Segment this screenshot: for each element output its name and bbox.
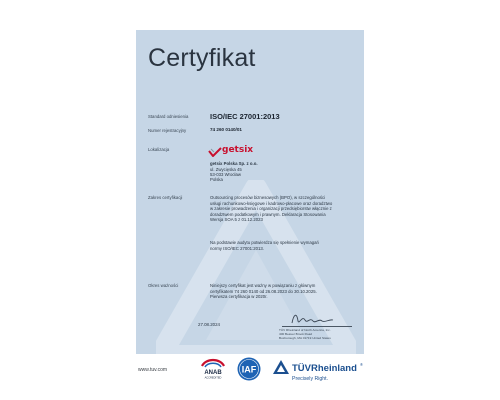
- issue-date: 27.08.2024: [198, 322, 220, 327]
- address-line-3: Polska: [210, 177, 223, 182]
- location-label: Lokalizacja: [148, 147, 170, 152]
- tuv-brand-text: TÜVRheinland: [292, 363, 357, 374]
- issuer-address-line-1: TÜV Rheinland of North America, Inc.: [279, 328, 331, 332]
- validity-line-2: certyfikatem 74 260 0140 od 26.08.2023 do 30.10.2025.: [210, 288, 317, 294]
- validity-label: Okres ważności: [148, 283, 179, 288]
- scope-line-4: doradztwem podatkowym i prawnym. Deklaracja Stosowania: [210, 211, 326, 217]
- certificate-document: [136, 30, 364, 354]
- company-logo: [208, 145, 254, 157]
- audit-line-1: Na podstawie audytu potwierdza się spełnienie wymagań: [210, 240, 319, 245]
- validity-line-3: Pierwsza certyfikacja w 2020r.: [210, 294, 268, 299]
- scope-line-3: w zakresie prowadzenia i organizacji przedsiębiorstw włącznie z: [210, 206, 332, 211]
- issuer-address: [279, 328, 331, 340]
- issuer-address-line-2: 400 Beaver Brook Road: [279, 332, 313, 337]
- validity-line-1: Niniejszy certyfikat jest ważny w powiązaniu z głównym: [210, 283, 316, 288]
- company-name: getsix Polska Sp. z o.o.: [210, 161, 258, 166]
- anab-subtext: ACCREDITED: [204, 376, 222, 380]
- tuv-rheinland-logo-icon: [272, 358, 366, 384]
- scope-line-2: usługi rachunkowo-księgowe i kadrowo-płacowe oraz doradztwo: [210, 200, 333, 206]
- iaf-text: IAF: [241, 364, 257, 375]
- signature-line: [282, 326, 352, 327]
- scope-line-5: Wersja SOA 5 z 01.12.2023: [210, 217, 263, 222]
- standard-label: Standard odniesienia: [148, 114, 189, 119]
- audit-line-2: normy ISO/IEC 27001:2013.: [210, 245, 264, 251]
- footer-url[interactable]: www.tuv.com: [138, 367, 168, 373]
- anab-text: ANAB: [204, 370, 222, 376]
- issuer-address-line-3: Boxborough, MA 01719 United States: [279, 336, 331, 341]
- address-line-1: ul. Zwycięska 45: [210, 167, 242, 172]
- registration-label: Numer rejestracyjny: [148, 128, 187, 133]
- getsix-check-icon: [208, 147, 222, 157]
- signature: [288, 311, 336, 327]
- tuv-tagline: Precisely Right.: [292, 376, 329, 382]
- scope-line-1: Outsourcing procesów biznesowych (BPO), w szczególności: [210, 195, 326, 200]
- scope-label: Zakres certyfikacji: [148, 195, 183, 200]
- iaf-logo-icon: [232, 357, 266, 381]
- standard-value: ISO/IEC 27001:2013: [210, 112, 280, 121]
- address-line-2: 53-033 Wrocław: [210, 172, 241, 177]
- tuv-registered-mark: ®: [360, 362, 363, 367]
- certificate-title: Certyfikat: [148, 44, 256, 72]
- anab-logo-icon: [198, 356, 228, 380]
- registration-value: 74 260 0140/01: [210, 127, 242, 132]
- company-logo-text: getsix: [222, 145, 254, 155]
